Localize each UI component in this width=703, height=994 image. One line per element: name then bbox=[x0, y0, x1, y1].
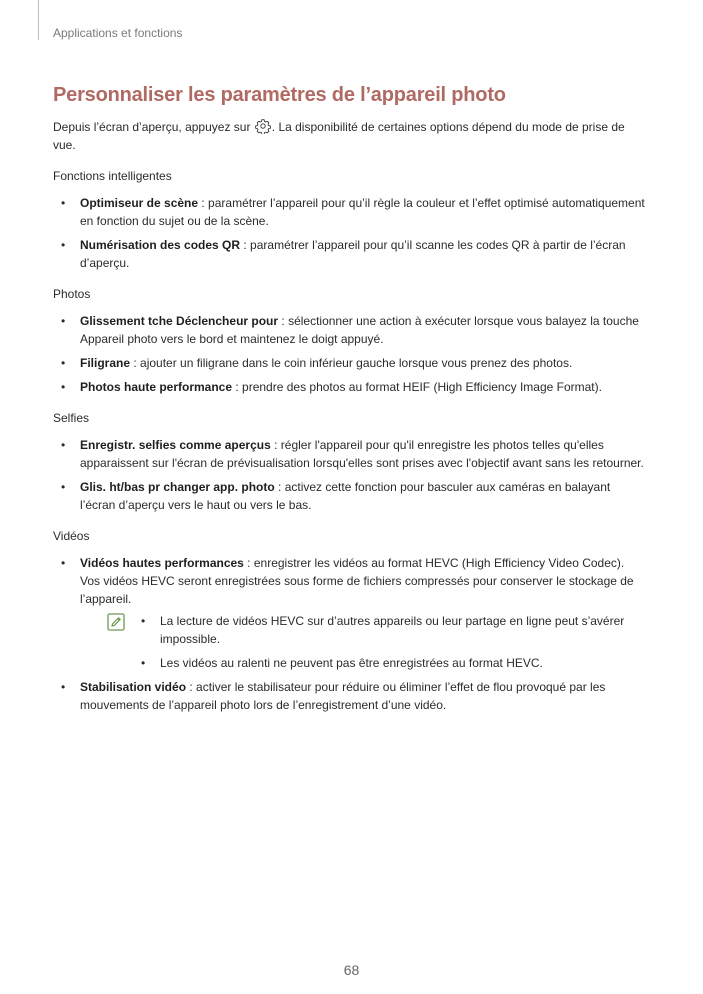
option-description: : activer le stabilisateur pour réduire ou éliminer l’effet de flou provoqué par les mouvements de l’appareil photo lors de l’enregistrement d’une vidéo. bbox=[80, 680, 606, 712]
gear-icon bbox=[255, 118, 271, 134]
smart-list bbox=[53, 194, 647, 272]
margin-rule bbox=[38, 0, 39, 40]
page-title: Personnaliser les paramètres de l’appareil photo bbox=[53, 84, 506, 106]
intro-text-before: Depuis l’écran d’aperçu, appuyez sur bbox=[53, 120, 254, 134]
page-number: 68 bbox=[343, 962, 360, 978]
section-heading-smart: Fonctions intelligentes bbox=[53, 169, 172, 183]
option-description: : sélectionner une action à exécuter lorsque vous balayez la touche Appareil photo vers le bord et maintenez le doigt appuyé. bbox=[80, 314, 639, 346]
bullet: • bbox=[141, 656, 146, 670]
bullet: • bbox=[61, 380, 66, 394]
list-item bbox=[53, 354, 647, 372]
option-description: : ajouter un filigrane dans le coin inférieur gauche lorsque vous prenez des photos. bbox=[130, 356, 573, 370]
bullet: • bbox=[61, 556, 66, 570]
list-item bbox=[53, 194, 647, 230]
page-content bbox=[53, 82, 647, 727]
note-pencil-icon bbox=[107, 613, 125, 631]
note-list bbox=[133, 612, 647, 672]
option-description: : activez cette fonction pour basculer aux caméras en balayant l’écran d’aperçu vers le haut ou vers le bas. bbox=[80, 480, 611, 512]
section-heading-videos: Vidéos bbox=[53, 529, 90, 543]
option-description: : paramétrer l’appareil pour qu’il scanne les codes QR à partir de l’écran d’aperçu. bbox=[80, 238, 626, 270]
option-term: Vidéos hautes performances bbox=[80, 556, 244, 570]
bullet: • bbox=[61, 314, 66, 328]
list-item bbox=[53, 678, 647, 714]
section-heading-photos: Photos bbox=[53, 287, 91, 301]
bullet: • bbox=[141, 614, 146, 628]
bullet: • bbox=[61, 438, 66, 452]
photos-list bbox=[53, 312, 647, 396]
option-term: Glis. ht/bas pr changer app. photo bbox=[80, 480, 275, 494]
section-heading-selfies: Selfies bbox=[53, 411, 90, 425]
intro-text-after: . La disponibilité de certaines options dépend du mode de prise de vue. bbox=[53, 120, 625, 152]
option-term: Photos haute performance bbox=[80, 380, 233, 394]
bullet: • bbox=[61, 196, 66, 210]
option-term: Filigrane bbox=[80, 356, 131, 370]
list-item bbox=[53, 378, 647, 396]
option-description: : prendre des photos au format HEIF (High Efficiency Image Format). bbox=[232, 380, 602, 394]
list-item bbox=[53, 236, 647, 272]
bullet: • bbox=[61, 356, 66, 370]
bullet: • bbox=[61, 238, 66, 252]
option-term: Optimiseur de scène bbox=[80, 196, 199, 210]
option-term: Enregistr. selfies comme aperçus bbox=[80, 438, 271, 452]
note-item bbox=[133, 654, 647, 672]
bullet: • bbox=[61, 680, 66, 694]
note-block bbox=[80, 612, 647, 672]
list-item bbox=[53, 312, 647, 348]
list-item bbox=[53, 554, 647, 672]
note-text: Les vidéos au ralenti ne peuvent pas être enregistrées au format HEVC. bbox=[160, 656, 543, 670]
list-item bbox=[53, 436, 647, 472]
list-item bbox=[53, 478, 647, 514]
bullet: • bbox=[61, 480, 66, 494]
option-term: Stabilisation vidéo bbox=[80, 680, 187, 694]
option-description: : régler l'appareil pour qu'il enregistre les photos telles qu'elles apparaissent sur l'écran de prévisualisation lorsqu'elles sont prises avec l'objectif avant sans les retourner. bbox=[80, 438, 644, 470]
videos-list bbox=[53, 554, 647, 714]
note-item bbox=[133, 612, 647, 648]
intro-paragraph bbox=[53, 118, 647, 154]
option-term: Glissement tche Déclencheur pour bbox=[80, 314, 279, 328]
option-description: : enregistrer les vidéos au format HEVC (High Efficiency Video Codec). Vos vidéos HEVC seront enregistrées sous forme de fichiers compressés pour conserver le stockage de l’appareil. bbox=[80, 556, 634, 606]
option-term: Numérisation des codes QR bbox=[80, 238, 241, 252]
running-header: Applications et fonctions bbox=[53, 26, 183, 40]
selfies-list bbox=[53, 436, 647, 514]
note-text: La lecture de vidéos HEVC sur d’autres appareils ou leur partage en ligne peut s’avérer impossible. bbox=[160, 614, 625, 646]
option-description: : paramétrer l’appareil pour qu’il règle la couleur et l’effet optimisé automatiquement en fonction du sujet ou de la scène. bbox=[80, 196, 645, 228]
